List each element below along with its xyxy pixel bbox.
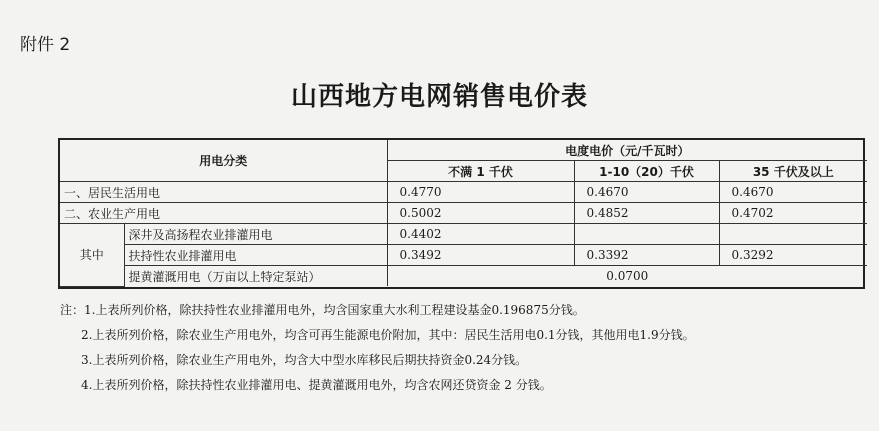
notes [60, 298, 870, 398]
cell-empty [719, 224, 867, 245]
table-row [60, 203, 867, 224]
header-col-35kv: 35 千伏及以上 [719, 161, 867, 182]
table-row [60, 182, 867, 203]
header-category: 用电分类 [60, 140, 387, 182]
page-title: 山西地方电网销售电价表 [290, 82, 588, 112]
cell-value: 0.3292 [719, 245, 867, 266]
table-row [60, 224, 867, 245]
note-item: 4.上表所列价格，除扶持性农业排灌用电、提黄灌溉用电外，均含农网还贷资金 2 分钱。 [81, 378, 552, 392]
row-label-agri: 二、农业生产用电 [60, 203, 387, 224]
note-item: 2.上表所列价格，除农业生产用电外，均含可再生能源电价附加，其中：居民生活用电0.1分钱，其他用电1.9分钱。 [81, 328, 695, 342]
row-label-yellow: 提黄灌溉用电（万亩以上特定泵站） [124, 266, 387, 287]
cell-value: 0.4670 [574, 182, 719, 203]
table-row [60, 245, 867, 266]
note-item: 3.上表所列价格，除农业生产用电外，均含大中型水库移民后期扶持资金0.24分钱。 [81, 353, 528, 367]
row-label-residential: 一、居民生活用电 [60, 182, 387, 203]
cell-value: 0.4852 [574, 203, 719, 224]
note-item: 注：1.上表所列价格，除扶持性农业排灌用电外，均含国家重大水利工程建设基金0.196875分钱。 [60, 303, 585, 317]
attachment-label: 附件 2 [20, 35, 71, 55]
row-label-poverty: 扶持性农业排灌用电 [124, 245, 387, 266]
cell-value: 0.4770 [387, 182, 574, 203]
table-row [60, 266, 867, 287]
cell-value: 0.4702 [719, 203, 867, 224]
header-price-group: 电度电价（元/千瓦时） [387, 140, 867, 161]
cell-value: 0.4402 [387, 224, 574, 245]
cell-value: 0.0700 [387, 266, 867, 287]
cell-value: 0.3392 [574, 245, 719, 266]
among-label: 其中 [60, 224, 124, 287]
cell-value: 0.5002 [387, 203, 574, 224]
row-label-deepwell: 深井及高扬程农业排灌用电 [124, 224, 387, 245]
header-col-under-1kv: 不满 1 千伏 [387, 161, 574, 182]
cell-value: 0.4670 [719, 182, 867, 203]
cell-empty [574, 224, 719, 245]
price-table [58, 138, 865, 289]
cell-value: 0.3492 [387, 245, 574, 266]
header-col-1-10kv: 1-10（20）千伏 [574, 161, 719, 182]
